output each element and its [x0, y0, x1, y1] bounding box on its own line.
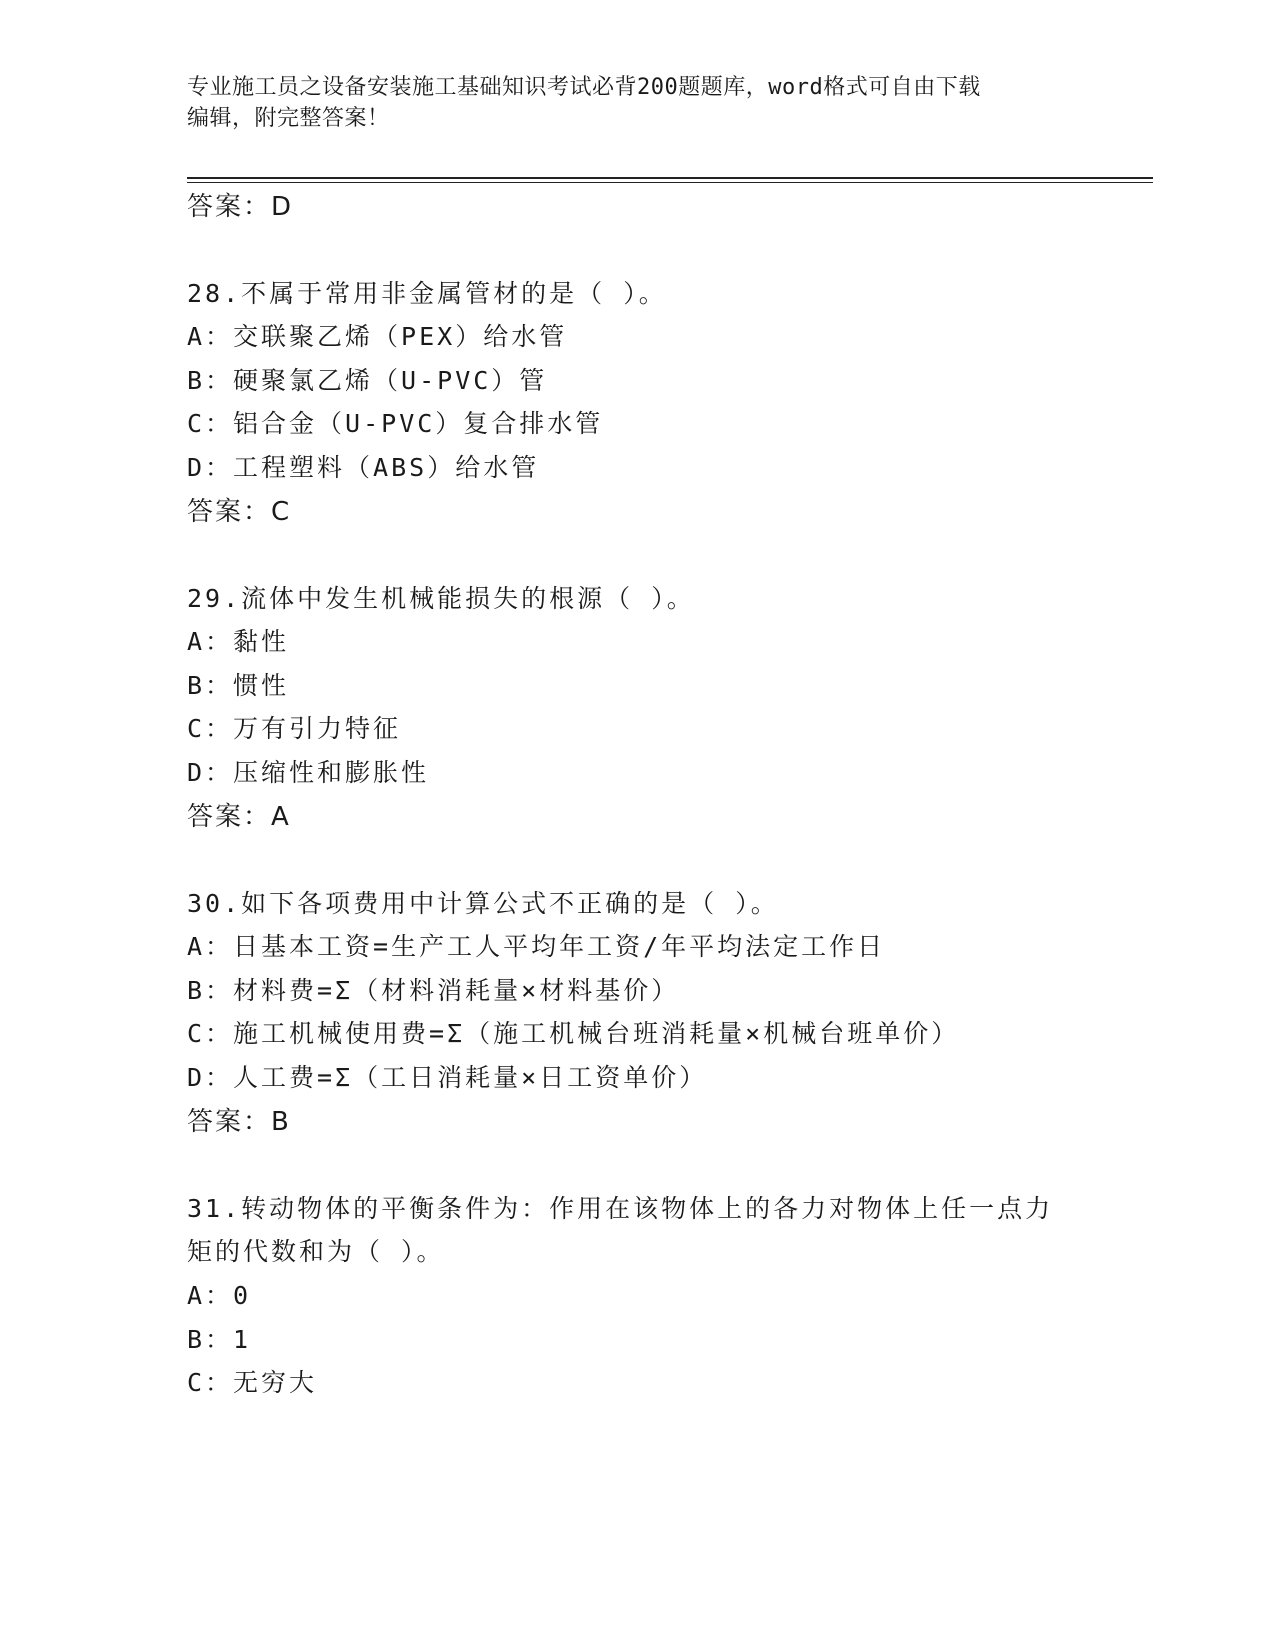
question-30-option-d: D：人工费=Σ（工日消耗量×日工资单价）	[187, 1063, 708, 1092]
question-31-stem-line-2: 矩的代数和为（ ）。	[187, 1237, 445, 1266]
question-31-option-c: C：无穷大	[187, 1368, 318, 1397]
question-29-stem: 29.流体中发生机械能损失的根源（ ）。	[187, 584, 695, 613]
header-line-1: 专业施工员之设备安装施工基础知识考试必背200题题库，word格式可自由下载	[187, 75, 981, 100]
header-rule-thin	[187, 182, 1153, 183]
question-30-stem: 30.如下各项费用中计算公式不正确的是（ ）。	[187, 889, 779, 918]
question-29-option-c: C：万有引力特征	[187, 714, 402, 743]
question-28-option-d: D：工程塑料（ABS）给水管	[187, 453, 540, 482]
answer-prev: 答案：D	[187, 192, 294, 222]
question-28-answer: 答案：C	[187, 497, 292, 527]
question-30-answer: 答案：B	[187, 1107, 291, 1137]
header-rule-thick	[187, 177, 1153, 179]
question-31-stem-line-1: 31.转动物体的平衡条件为：作用在该物体上的各力对物体上任一点力	[187, 1194, 1054, 1223]
question-29-option-b: B：惯性	[187, 671, 290, 700]
question-29-answer: 答案：A	[187, 802, 291, 832]
question-30-option-c: C：施工机械使用费=Σ（施工机械台班消耗量×机械台班单价）	[187, 1019, 960, 1048]
question-30-option-b: B：材料费=Σ（材料消耗量×材料基价）	[187, 976, 680, 1005]
question-29-option-a: A：黏性	[187, 627, 290, 656]
question-29-option-d: D：压缩性和膨胀性	[187, 758, 430, 787]
question-31-option-a: A：0	[187, 1281, 252, 1310]
question-31-option-b: B：1	[187, 1325, 252, 1354]
header-line-2: 编辑，附完整答案！	[187, 106, 390, 131]
question-28-stem: 28.不属于常用非金属管材的是（ ）。	[187, 279, 667, 308]
question-28-option-a: A：交联聚乙烯（PEX）给水管	[187, 322, 568, 351]
document-header	[187, 72, 1067, 134]
question-30-option-a: A：日基本工资=生产工人平均年工资/年平均法定工作日	[187, 932, 886, 961]
question-28-option-c: C：铝合金（U-PVC）复合排水管	[187, 409, 604, 438]
question-28-option-b: B：硬聚氯乙烯（U-PVC）管	[187, 366, 548, 395]
